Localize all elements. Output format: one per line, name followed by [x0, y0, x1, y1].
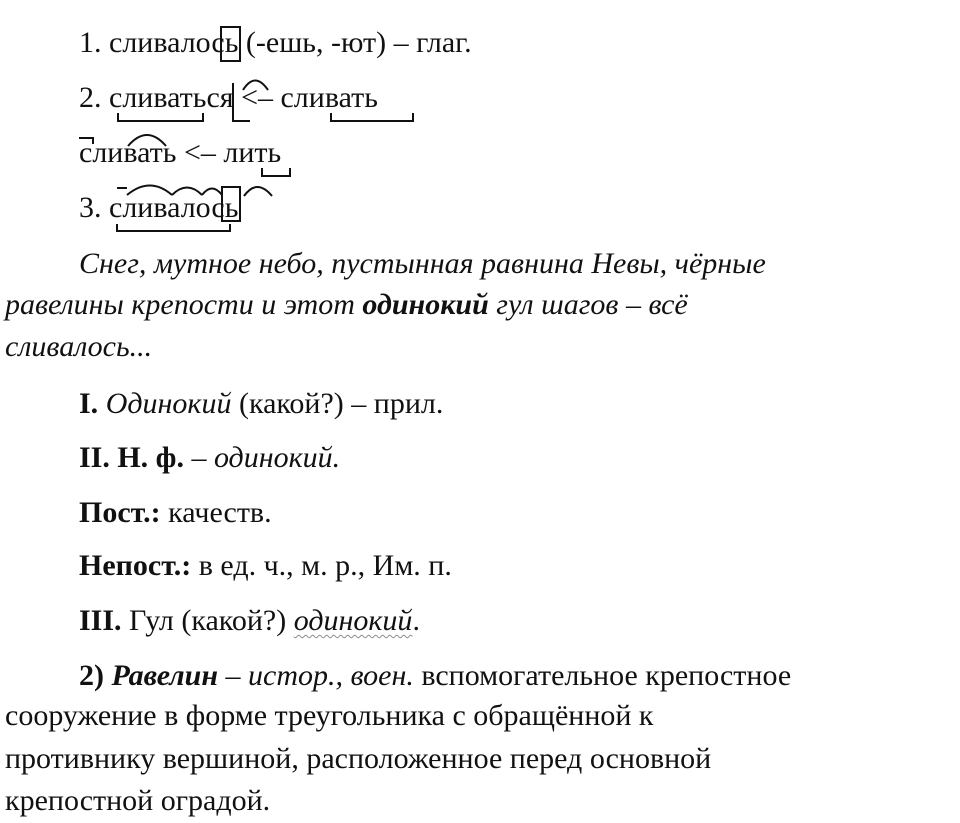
sentence-highlighted-word: одинокий [362, 288, 489, 321]
step-text: Гул (какой?) [121, 604, 294, 637]
analysis-constant [79, 494, 272, 532]
definition-line-3 [5, 740, 711, 778]
sentence-text: Снег, мутное небо, пустынная равнина Невы, чёрные [79, 247, 766, 280]
parse-line-1-text: 1. сливалось (-ешь, -ют) – глаг. [79, 26, 472, 59]
sentence-line-1 [79, 245, 766, 283]
parse-line-2-word: сливаться [109, 81, 234, 114]
definition-line-2 [5, 697, 654, 735]
definition-text: вспомогательное крепостное [413, 659, 792, 692]
parse-line-4 [79, 189, 238, 227]
step-label: III. [79, 604, 122, 637]
parse-line-2-source: сливать [280, 81, 378, 114]
analysis-variable [79, 547, 452, 585]
parse-line-2-number: 2. [79, 81, 102, 114]
step-text: . [412, 604, 420, 637]
definition-text: противнику вершиной, расположенное перед основной [5, 742, 712, 775]
derivation-arrow: <– [183, 136, 216, 169]
step-label: I. [79, 387, 99, 420]
analysis-step-3 [79, 602, 420, 640]
step-text: – [183, 441, 214, 474]
derivation-arrow: <– [241, 81, 273, 114]
parse-line-2 [79, 79, 378, 117]
parse-line-3-source: лить [223, 136, 282, 169]
definition-number: 2) [79, 659, 104, 692]
parse-line-4-word: сливалось [109, 191, 239, 224]
definition-term: Равелин [111, 659, 219, 692]
analysis-step-1 [79, 385, 443, 423]
definition-text: сооружение в форме треугольника с обращённой к [5, 699, 654, 732]
definition-text: крепостной оградой. [5, 784, 271, 817]
sentence-line-2 [5, 286, 688, 324]
definition-line-4 [5, 782, 270, 820]
step-text: в ед. ч., м. р., Им. п. [191, 549, 452, 582]
sentence-text: равелины крепости и этот [5, 288, 363, 321]
step-word: одинокий. [213, 441, 341, 474]
sentence-text: гул шагов – всё [488, 288, 688, 321]
step-text: качеств. [160, 496, 272, 529]
step-word: одинокий [293, 604, 413, 637]
definition-abbr: – истор., воен. [218, 659, 414, 692]
parse-line-3-word: сливать [79, 136, 177, 169]
sentence-line-3 [5, 328, 152, 366]
analysis-step-2 [79, 439, 340, 477]
step-label: II. Н. ф. [79, 441, 184, 474]
postfix-arc-icon [244, 187, 272, 196]
step-text: (какой?) – прил. [231, 387, 444, 420]
step-label: Пост.: [79, 496, 161, 529]
sentence-text: сливалось... [5, 330, 153, 363]
step-word: Одинокий [105, 387, 232, 420]
parse-line-4-number: 3. [79, 191, 102, 224]
parse-line-1 [79, 24, 472, 62]
step-label: Непост.: [79, 549, 192, 582]
definition-line-1 [79, 657, 791, 695]
parse-line-3 [79, 134, 281, 172]
